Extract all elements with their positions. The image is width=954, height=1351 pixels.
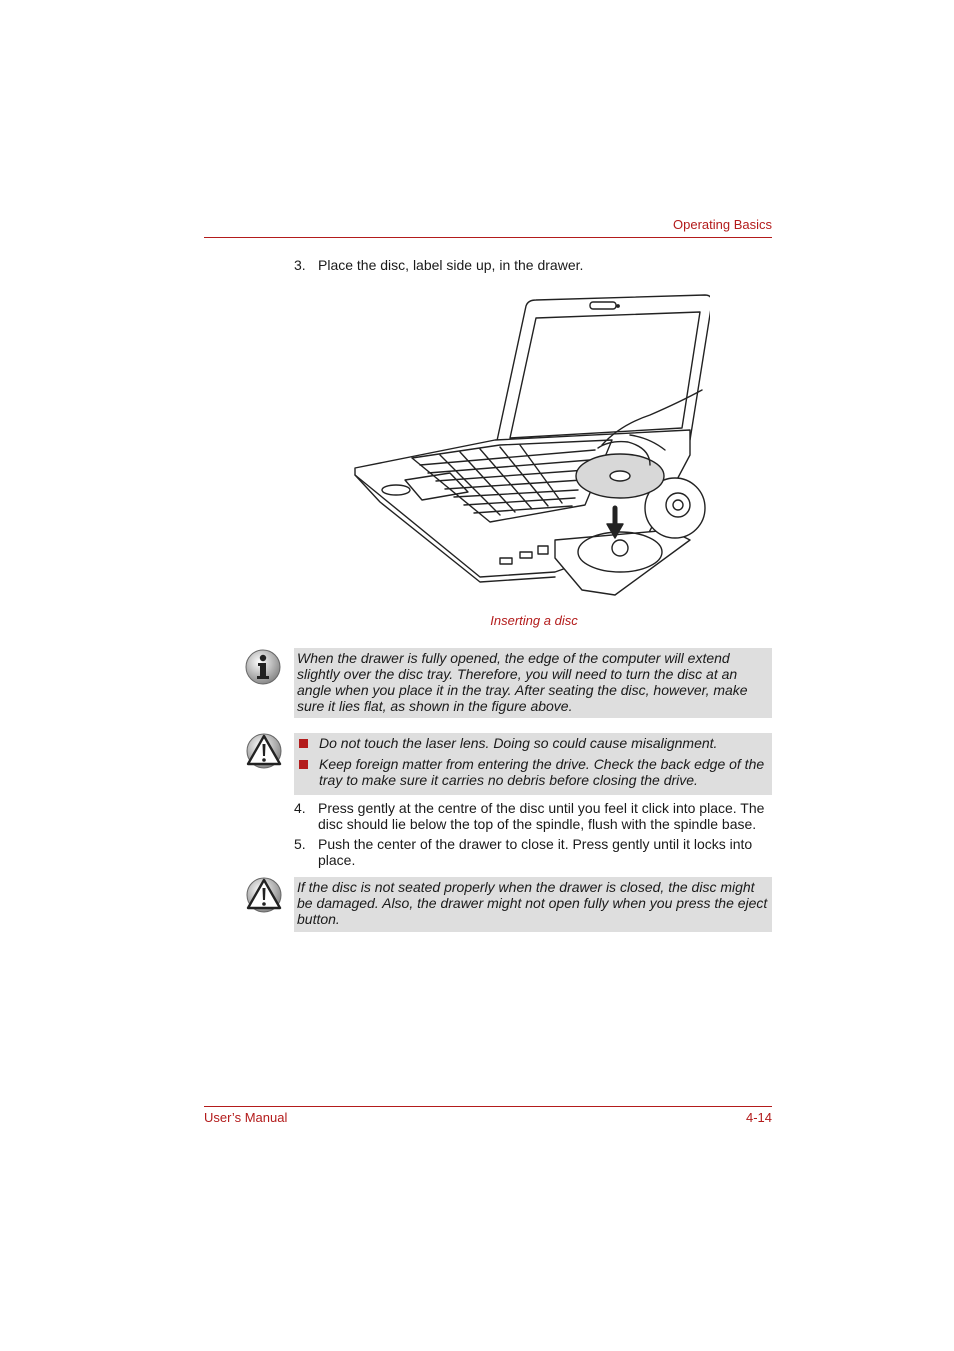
bullet-square-icon: [299, 760, 308, 769]
info-icon: [244, 648, 282, 686]
caution-box-2: [294, 877, 772, 932]
step-5: [294, 836, 774, 868]
caution-text: If the disc is not seated properly when the drawer is closed, the disc might be damaged. Also, the drawer might not open fully when you press the eject button.: [297, 879, 768, 927]
warning-icon: [245, 732, 283, 770]
warning-icon: [245, 876, 283, 914]
page-number: 4-14: [745, 1110, 772, 1125]
caution-item: Keep foreign matter from entering the drive. Check the back edge of the tray to make sure it carries no debris before closing the drive.: [297, 756, 768, 788]
header-rule: [204, 237, 772, 238]
step-number: 3.: [294, 257, 306, 273]
step-text: Press gently at the centre of the disc until you feel it click into place. The disc should lie below the top of the spindle, flush with the spindle base.: [318, 800, 765, 832]
step-text: Place the disc, label side up, in the drawer.: [318, 257, 584, 273]
step-4: [294, 800, 774, 832]
footer-rule: [204, 1106, 772, 1107]
info-note-text: When the drawer is fully opened, the edge of the computer will extend slightly over the disc tray. Therefore, you will need to turn the disc at an angle when you place it in the tray. After seating the disc, however, make sure it lies flat, as shown in the figure above.: [297, 650, 748, 714]
step-3: [294, 257, 774, 273]
running-header: Operating Basics: [673, 217, 772, 232]
step-number: 4.: [294, 800, 306, 816]
laptop-disc-illustration: [350, 290, 710, 600]
step-number: 5.: [294, 836, 306, 852]
bullet-square-icon: [299, 739, 308, 748]
info-note: [294, 648, 772, 718]
caution-item: Do not touch the laser lens. Doing so could cause misalignment.: [297, 735, 768, 751]
footer-manual-title: User’s Manual: [204, 1110, 288, 1125]
caution-box-1: [294, 733, 772, 795]
step-text: Push the center of the drawer to close it. Press gently until it locks into place.: [318, 836, 753, 868]
figure-caption: Inserting a disc: [490, 613, 578, 628]
